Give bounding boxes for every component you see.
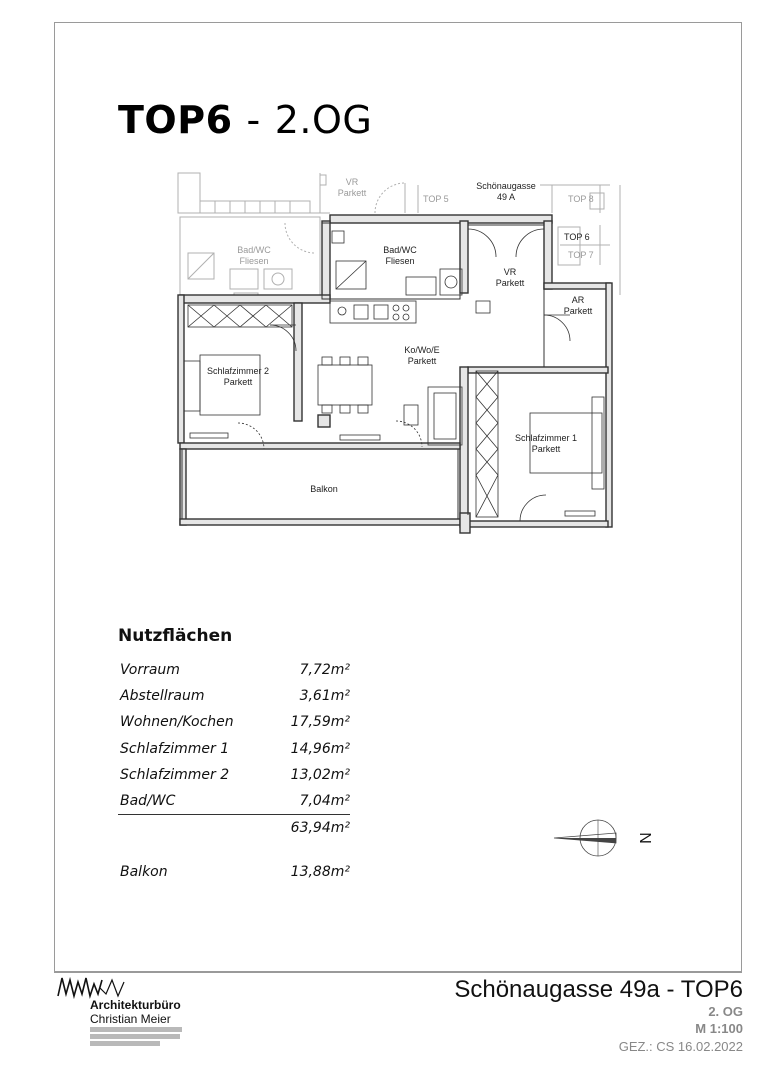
room-living-floor: Parkett	[407, 356, 437, 366]
neighbor-vr-floor: Parkett	[337, 188, 367, 198]
room-balcony-label: Balkon	[310, 484, 338, 494]
neighbor-bath-label: Bad/WC	[237, 245, 271, 255]
contact-line	[90, 1041, 160, 1046]
neighbor-walls	[178, 173, 620, 297]
north-letter: N	[636, 832, 653, 844]
drawn-by: GEZ.: CS 16.02.2022	[618, 1039, 743, 1054]
area-row: Wohnen/Kochen 17,59m²	[120, 714, 350, 730]
logo-mark	[56, 974, 136, 1000]
room-sz1-floor: Parkett	[531, 444, 561, 454]
total-divider	[118, 814, 350, 815]
area-row: Vorraum 7,72m²	[120, 662, 350, 678]
wardrobe	[188, 305, 498, 517]
firm-contact	[90, 1027, 186, 1047]
area-row: Schlafzimmer 1 14,96m²	[120, 741, 350, 757]
room-bath-floor: Fliesen	[385, 256, 415, 266]
unit-code: TOP6	[118, 98, 233, 142]
label-top6: TOP 6	[564, 232, 590, 242]
project-title: Schönaugasse 49a - TOP6	[454, 976, 743, 1003]
neighbor-vr-label: VR	[345, 177, 359, 187]
room-vr-label: VR	[503, 267, 517, 277]
firm-logo	[56, 974, 186, 1066]
areas-title: Nutzflächen	[118, 626, 233, 646]
kitchen-counter	[330, 301, 490, 323]
area-balcony: Balkon 13,88m²	[120, 864, 350, 880]
floor-plan	[170, 165, 630, 535]
north-arrow-icon	[552, 816, 662, 860]
room-living-label: Ko/Wo/E	[404, 345, 440, 355]
room-vr-floor: Parkett	[495, 278, 525, 288]
contact-line	[90, 1027, 182, 1032]
area-row: Schlafzimmer 2 13,02m²	[120, 767, 350, 783]
room-ar-label: AR	[571, 295, 585, 305]
room-sz2-floor: Parkett	[223, 377, 253, 387]
firm-name: Architekturbüro	[90, 998, 181, 1012]
label-top7: TOP 7	[568, 250, 594, 260]
street-name: Schönaugasse	[476, 181, 536, 191]
floor-code: 2. OG	[708, 1004, 743, 1019]
area-row: Abstellraum 3,61m²	[120, 688, 350, 704]
floor-level: 2.OG	[274, 98, 373, 142]
footer-divider	[54, 972, 742, 973]
area-row: Bad/WC 7,04m²	[120, 793, 350, 809]
room-ar-floor: Parkett	[563, 306, 593, 316]
neighbor-counter	[200, 201, 310, 213]
title-separator: -	[246, 98, 261, 142]
sofa	[404, 387, 462, 445]
contact-line	[90, 1034, 180, 1039]
room-sz2-label: Schlafzimmer 2	[206, 366, 270, 376]
firm-person: Christian Meier	[90, 1012, 171, 1026]
drawing-scale: M 1:100	[695, 1021, 743, 1036]
door-swings	[238, 229, 570, 521]
house-number: 49 A	[496, 192, 516, 202]
room-bath-label: Bad/WC	[383, 245, 417, 255]
room-sz1-label: Schlafzimmer 1	[514, 433, 578, 443]
dining-set	[318, 357, 372, 413]
label-top5: TOP 5	[423, 194, 449, 204]
label-top8: TOP 8	[568, 194, 594, 204]
area-total: 63,94m²	[290, 820, 350, 836]
page-title	[118, 98, 372, 142]
neighbor-bath-floor: Fliesen	[239, 256, 269, 266]
